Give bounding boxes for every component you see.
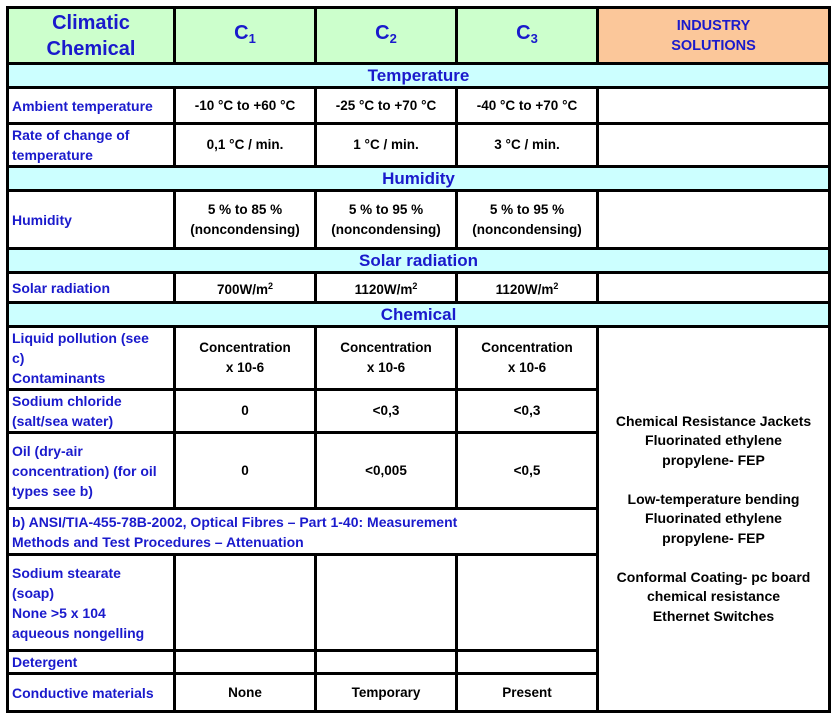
humidity-c3-line1: 5 % to 95 % bbox=[489, 201, 565, 217]
ambient-c3: -40 °C to +70 °C bbox=[457, 88, 598, 124]
c3-subscript: 3 bbox=[530, 30, 538, 46]
detergent-label: Detergent bbox=[8, 651, 175, 674]
oil-label-line3: types see b) bbox=[12, 482, 93, 499]
solution2-line1: Low-temperature bending bbox=[627, 490, 800, 507]
solution3-line3: Ethernet Switches bbox=[652, 607, 775, 624]
industry-line1: INDUSTRY bbox=[676, 17, 751, 34]
oil-c2: <0,005 bbox=[316, 433, 457, 509]
detergent-c1 bbox=[175, 651, 316, 674]
humidity-c1-line2: (noncondensing) bbox=[190, 221, 300, 237]
row-solar-radiation bbox=[8, 273, 830, 303]
solar-c2 bbox=[316, 273, 457, 303]
liquid-c3 bbox=[457, 327, 598, 390]
c2-subscript: 2 bbox=[389, 30, 397, 46]
header-left-line2: Chemical bbox=[46, 37, 136, 60]
industry-line2: SOLUTIONS bbox=[671, 37, 756, 54]
header-climatic-chemical bbox=[8, 8, 175, 64]
sodium-chloride-label bbox=[8, 390, 175, 433]
header-row bbox=[8, 8, 830, 64]
solution3-line2: chemical resistance bbox=[646, 588, 781, 605]
solution1-line1: Chemical Resistance Jackets bbox=[615, 412, 812, 429]
conductive-c2: Temporary bbox=[316, 674, 457, 712]
stearate-line4: aqueous nongelling bbox=[12, 624, 145, 641]
header-left-line1: Climatic bbox=[52, 11, 130, 34]
conductive-c3: Present bbox=[457, 674, 598, 712]
stearate-line1: Sodium stearate bbox=[12, 564, 121, 581]
humidity-c1-line1: 5 % to 85 % bbox=[207, 201, 283, 217]
footnote-b-line1: b) ANSI/TIA-455-78B-2002, Optical Fibres – Part 1-40: Measurement bbox=[12, 513, 458, 530]
solution-block-jackets bbox=[599, 412, 828, 471]
ambient-solution bbox=[598, 88, 830, 124]
humidity-c1 bbox=[175, 191, 316, 249]
sodium-chloride-line1: Sodium chloride bbox=[12, 393, 122, 409]
industry-solutions-cell bbox=[598, 327, 830, 712]
liquid-c1-line1: Concentration bbox=[199, 340, 291, 355]
row-humidity bbox=[8, 191, 830, 249]
oil-label-line2: concentration) (for oil bbox=[12, 462, 157, 479]
humidity-c2-line1: 5 % to 95 % bbox=[348, 201, 424, 217]
stearate-line3: None >5 x 104 bbox=[12, 604, 106, 621]
stearate-c3 bbox=[457, 555, 598, 651]
sodium-chloride-c2: <0,3 bbox=[316, 390, 457, 433]
header-c2 bbox=[316, 8, 457, 64]
ambient-label: Ambient temperature bbox=[8, 88, 175, 124]
humidity-c2 bbox=[316, 191, 457, 249]
c3-letter: C bbox=[516, 21, 531, 44]
detergent-c3 bbox=[457, 651, 598, 674]
rate-c2: 1 °C / min. bbox=[316, 124, 457, 167]
section-row-humidity bbox=[8, 167, 830, 191]
rate-label bbox=[8, 124, 175, 167]
solar-c1-exponent: 2 bbox=[268, 280, 274, 291]
humidity-c3 bbox=[457, 191, 598, 249]
section-temperature: Temperature bbox=[8, 64, 830, 88]
rate-c1: 0,1 °C / min. bbox=[175, 124, 316, 167]
solution3-line1: Conformal Coating- pc board bbox=[616, 568, 811, 585]
humidity-c3-line2: (noncondensing) bbox=[472, 221, 582, 237]
mice-classification-table bbox=[6, 6, 831, 713]
solution-block-coating bbox=[599, 568, 828, 627]
rate-label-line1: Rate of change of bbox=[12, 127, 130, 143]
rate-solution bbox=[598, 124, 830, 167]
solar-c3-exponent: 2 bbox=[553, 280, 559, 291]
mice-table-container bbox=[6, 6, 831, 713]
liquid-label-line3: Contaminants bbox=[12, 370, 106, 386]
humidity-solution bbox=[598, 191, 830, 249]
solution1-line3: propylene- FEP bbox=[662, 451, 765, 468]
section-humidity: Humidity bbox=[8, 167, 830, 191]
solar-c3-value: 1120W/m bbox=[495, 281, 554, 297]
solution2-line2: Fluorinated ethylene bbox=[645, 510, 782, 527]
liquid-c2-line1: Concentration bbox=[340, 340, 432, 355]
header-c3 bbox=[457, 8, 598, 64]
section-row-temperature bbox=[8, 64, 830, 88]
sodium-chloride-line2: (salt/sea water) bbox=[12, 413, 114, 429]
solar-c2-value: 1120W/m bbox=[354, 281, 413, 297]
stearate-c1 bbox=[175, 555, 316, 651]
ambient-c1: -10 °C to +60 °C bbox=[175, 88, 316, 124]
liquid-c2 bbox=[316, 327, 457, 390]
row-liquid-pollution bbox=[8, 327, 830, 390]
sodium-chloride-c3: <0,3 bbox=[457, 390, 598, 433]
solution2-line3: propylene- FEP bbox=[662, 529, 765, 546]
liquid-label-line1: Liquid pollution (see bbox=[12, 330, 149, 346]
c1-subscript: 1 bbox=[248, 30, 256, 46]
stearate-label bbox=[8, 555, 175, 651]
c1-letter: C bbox=[234, 21, 249, 44]
footnote-b bbox=[8, 509, 598, 555]
header-c1 bbox=[175, 8, 316, 64]
humidity-label: Humidity bbox=[8, 191, 175, 249]
liquid-c2-line2: x 10-6 bbox=[366, 360, 406, 375]
liquid-c1-line2: x 10-6 bbox=[225, 360, 265, 375]
footnote-b-line2: Methods and Test Procedures – Attenuation bbox=[12, 533, 304, 550]
rate-label-line2: temperature bbox=[12, 147, 93, 163]
humidity-c2-line2: (noncondensing) bbox=[331, 221, 441, 237]
section-chemical: Chemical bbox=[8, 303, 830, 327]
oil-c1: 0 bbox=[175, 433, 316, 509]
conductive-label: Conductive materials bbox=[8, 674, 175, 712]
section-row-chemical bbox=[8, 303, 830, 327]
section-row-solar bbox=[8, 249, 830, 273]
row-rate-of-change bbox=[8, 124, 830, 167]
oil-label bbox=[8, 433, 175, 509]
solar-c1 bbox=[175, 273, 316, 303]
row-ambient-temperature bbox=[8, 88, 830, 124]
solution1-line2: Fluorinated ethylene bbox=[645, 432, 782, 449]
oil-c3: <0,5 bbox=[457, 433, 598, 509]
conductive-c1: None bbox=[175, 674, 316, 712]
header-industry-solutions bbox=[598, 8, 830, 64]
solar-c2-exponent: 2 bbox=[412, 280, 418, 291]
solar-c1-value: 700W/m bbox=[216, 281, 268, 297]
c2-letter: C bbox=[375, 21, 390, 44]
oil-label-line1: Oil (dry-air bbox=[12, 442, 83, 459]
liquid-label bbox=[8, 327, 175, 390]
solar-label: Solar radiation bbox=[8, 273, 175, 303]
solution-block-bending bbox=[599, 490, 828, 549]
detergent-c2 bbox=[316, 651, 457, 674]
liquid-label-line2: c) bbox=[12, 350, 25, 366]
sodium-chloride-c1: 0 bbox=[175, 390, 316, 433]
ambient-c2: -25 °C to +70 °C bbox=[316, 88, 457, 124]
stearate-c2 bbox=[316, 555, 457, 651]
liquid-c3-line2: x 10-6 bbox=[507, 360, 547, 375]
solar-solution bbox=[598, 273, 830, 303]
liquid-c1 bbox=[175, 327, 316, 390]
liquid-c3-line1: Concentration bbox=[481, 340, 573, 355]
section-solar-radiation: Solar radiation bbox=[8, 249, 830, 273]
rate-c3: 3 °C / min. bbox=[457, 124, 598, 167]
solar-c3 bbox=[457, 273, 598, 303]
stearate-line2: (soap) bbox=[12, 584, 54, 601]
